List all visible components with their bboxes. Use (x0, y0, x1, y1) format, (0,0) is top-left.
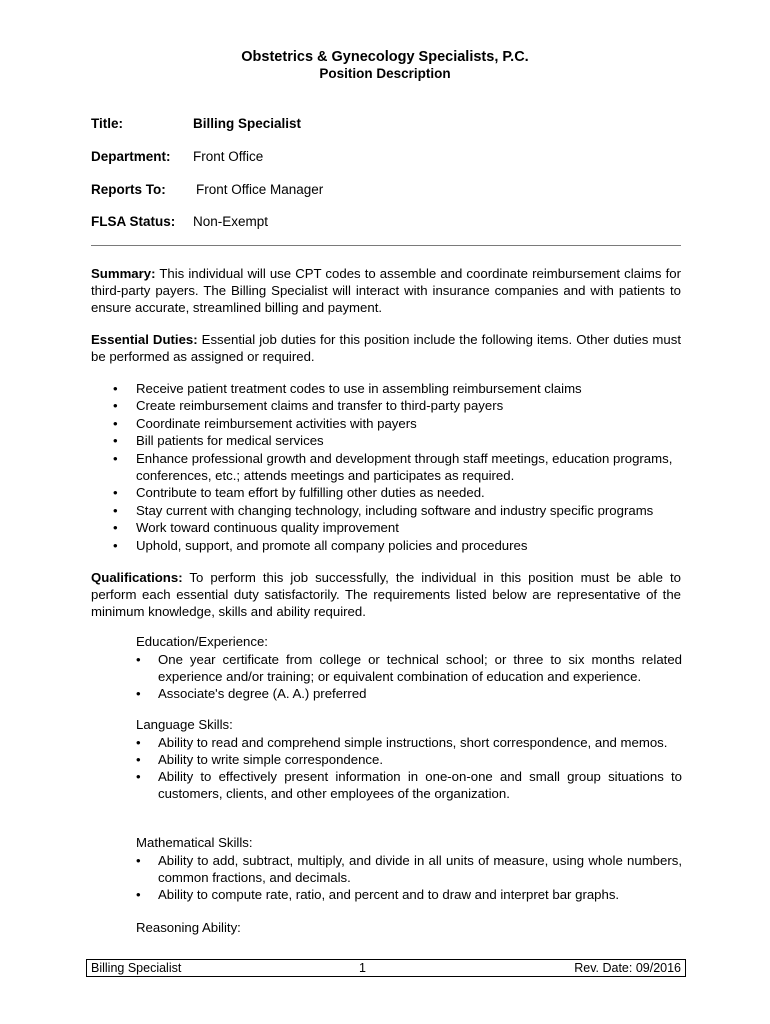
list-item-text: Stay current with changing technology, including software and industry specific programs (136, 502, 654, 518)
list-item-text: Bill patients for medical services (136, 433, 324, 449)
list-item-text: Ability to read and comprehend simple instructions, short correspondence, and memos. (158, 735, 668, 750)
list-item (136, 751, 682, 768)
list-item (91, 415, 691, 432)
section-divider (91, 245, 681, 246)
language-skills-section (136, 716, 682, 802)
list-item (136, 768, 682, 802)
bullet-icon: • (113, 520, 118, 536)
list-item-text: Associate's degree (A. A.) preferred (158, 686, 367, 701)
flsa-label: FLSA Status: (91, 214, 176, 229)
bullet-icon: • (136, 853, 141, 868)
qualifications-paragraph (91, 569, 681, 620)
bullet-icon: • (113, 502, 118, 518)
bullet-icon: • (113, 381, 118, 396)
list-item (91, 397, 691, 414)
bullet-icon: • (113, 433, 118, 449)
bullet-icon: • (136, 769, 141, 784)
bullet-icon: • (113, 450, 118, 466)
list-item (91, 519, 691, 536)
bullet-icon: • (113, 485, 118, 501)
qualifications-text: To perform this job successfully, the individual in this position must be able to perform each essential duty satisfactorily. The requirements listed below are representative of the minimum knowledge, skills and ability required. (91, 570, 681, 619)
list-item (91, 380, 691, 397)
reports-to-value: Front Office Manager (196, 182, 324, 197)
flsa-value: Non-Exempt (193, 214, 269, 229)
list-item (136, 651, 682, 685)
essential-duties-label: Essential Duties: (91, 332, 198, 347)
education-heading: Education/Experience: (136, 634, 268, 649)
essential-duties-paragraph (91, 331, 681, 365)
department-value: Front Office (193, 149, 264, 164)
bullet-icon: • (136, 887, 141, 902)
list-item-text: Ability to compute rate, ratio, and percent and to draw and interpret bar graphs. (158, 887, 620, 902)
bullet-icon: • (136, 686, 141, 701)
list-item-text: One year certificate from college or technical school; or three to six months related experience and/or training; or equivalent combination of education and experience. (158, 652, 682, 684)
page-footer (86, 959, 686, 977)
title-value: Billing Specialist (193, 116, 302, 131)
education-section (136, 633, 682, 702)
essential-duties-intro: Essential job duties for this position include the following items. Other duties must be performed as assigned or required. (91, 332, 681, 364)
list-item-text: Ability to add, subtract, multiply, and divide in all units of measure, using whole numbers, common fractions, and decimals. (158, 853, 682, 885)
summary-label: Summary: (91, 266, 156, 281)
department-label: Department: (91, 149, 171, 164)
bullet-icon: • (136, 752, 141, 767)
list-item (136, 685, 682, 702)
list-item-text: Enhance professional growth and development through staff meetings, education programs, conferences, etc.; attends meetings and participates as required. (136, 450, 673, 484)
list-item-text: Ability to effectively present information in one-on-one and small group situations to customers, clients, and other employees of the organization. (158, 769, 682, 801)
list-item-text: Contribute to team effort by fulfilling other duties as needed. (136, 485, 485, 501)
list-item (91, 432, 691, 449)
list-item (91, 450, 691, 485)
bullet-icon: • (113, 415, 118, 431)
bullet-icon: • (136, 652, 141, 667)
footer-page-number: 1 (359, 961, 366, 975)
footer-revision-date: Rev. Date: 09/2016 (574, 961, 681, 975)
mathematical-skills-heading: Mathematical Skills: (136, 835, 253, 850)
reports-to-label: Reports To: (91, 182, 166, 197)
list-item-text: Receive patient treatment codes to use in assembling reimbursement claims (136, 381, 582, 396)
footer-document-title: Billing Specialist (91, 961, 182, 975)
mathematical-skills-section (136, 834, 682, 903)
bullet-icon: • (136, 735, 141, 750)
summary-paragraph (91, 265, 681, 316)
bullet-icon: • (113, 537, 118, 553)
document-type: Position Description (319, 66, 451, 81)
list-item (136, 734, 682, 751)
bullet-icon: • (113, 398, 118, 414)
list-item (91, 502, 691, 519)
language-skills-heading: Language Skills: (136, 717, 233, 732)
list-item-text: Ability to write simple correspondence. (158, 752, 384, 767)
title-label: Title: (91, 116, 124, 131)
summary-text: This individual will use CPT codes to assemble and coordinate reimbursement claims for third-party payers. The Billing Specialist will interact with insurance companies and with patients to ensure accurate, streamlined billing and payment. (91, 266, 681, 315)
qualifications-label: Qualifications: (91, 570, 183, 585)
list-item-text: Coordinate reimbursement activities with payers (136, 415, 417, 431)
list-item-text: Work toward continuous quality improvement (136, 520, 399, 536)
reasoning-ability-section (136, 919, 682, 937)
list-item-text: Uphold, support, and promote all company policies and procedures (136, 537, 528, 553)
list-item (136, 886, 682, 903)
organization-name: Obstetrics & Gynecology Specialists, P.C. (241, 49, 529, 65)
list-item-text: Create reimbursement claims and transfer to third-party payers (136, 398, 504, 414)
reasoning-ability-heading: Reasoning Ability: (136, 920, 241, 935)
essential-duties-list (91, 380, 691, 554)
list-item (136, 852, 682, 886)
list-item (91, 484, 691, 501)
list-item (91, 537, 691, 554)
